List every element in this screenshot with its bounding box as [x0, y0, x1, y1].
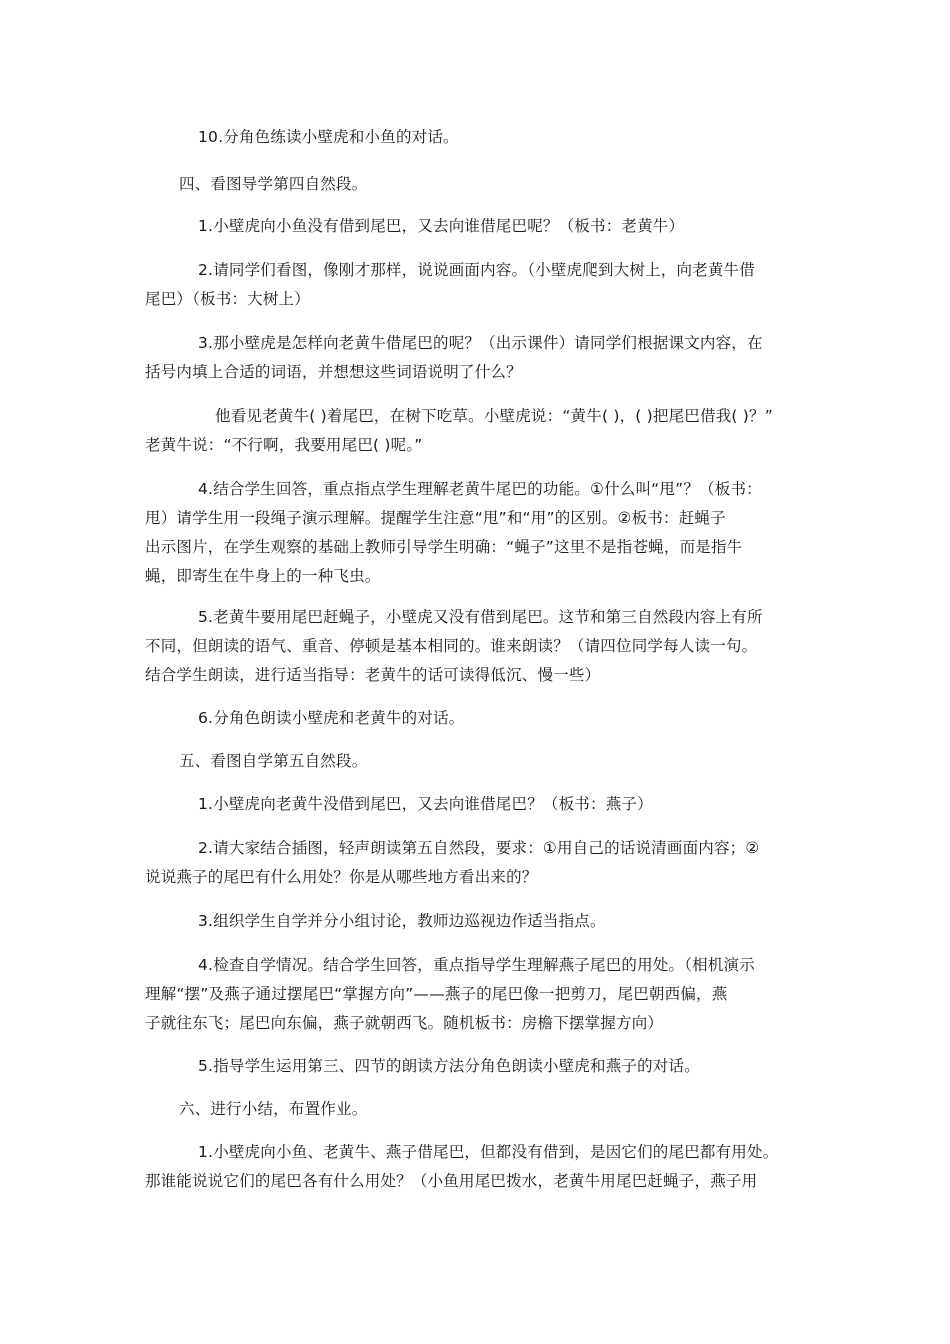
section-heading-five — [145, 747, 859, 776]
text-line: 3.那小壁虎是怎样向老黄牛借尾巴的呢？（出示课件）请同学们根据课文内容，在 — [198, 334, 763, 352]
text-line: 2.请大家结合插图，轻声朗读第五自然段，要求：①用自己的话说清画面内容；② — [198, 839, 760, 857]
text-line: 4.结合学生回答，重点指点学生理解老黄牛尾巴的功能。①什么叫“甩”？（板书： — [198, 480, 762, 498]
paragraph-5-1 — [145, 790, 878, 819]
text-line: 2.请同学们看图，像刚才那样，说说画面内容。（小壁虎爬到大树上，向老黄牛借 — [198, 261, 755, 279]
paragraph-5-5 — [145, 1052, 878, 1081]
text-line: 六、进行小结，布置作业。 — [179, 1100, 368, 1118]
paragraph-4-2 — [145, 256, 825, 314]
text-line: 五、看图自学第五自然段。 — [179, 752, 368, 770]
paragraph-6-1 — [145, 1138, 825, 1196]
paragraph-4-3 — [145, 329, 825, 387]
section-heading-six — [145, 1095, 859, 1124]
text-line: 理解“摆”及燕子通过摆尾巴“掌握方向”——燕子的尾巴像一把剪刀，尾巴朝西偏，燕 — [145, 985, 728, 1003]
text-line: 10.分角色练读小壁虎和小鱼的对话。 — [198, 128, 459, 146]
paragraph-4-5 — [145, 603, 825, 690]
text-line: 6.分角色朗读小壁虎和老黄牛的对话。 — [198, 709, 465, 727]
text-line: 出示图片，在学生观察的基础上教师引导学生明确：“蝇子”这里不是指苍蝇，而是指牛 — [145, 538, 743, 556]
text-line: 3.组织学生自学并分小组讨论，教师边巡视边作适当指点。 — [198, 912, 606, 930]
text-line: 子就往东飞；尾巴向东偏，燕子就朝西飞。随机板书：房檐下摆掌握方向） — [145, 1014, 664, 1032]
text-line: 括号内填上合适的词语，并想想这些词语说明了什么？ — [145, 363, 522, 381]
text-line: 1.小壁虎向老黄牛没借到尾巴，又去向谁借尾巴？（板书：燕子） — [198, 795, 653, 813]
paragraph-10-role-reading — [145, 123, 878, 152]
paragraph-4-4 — [145, 475, 825, 591]
text-line: 他看见老黄牛( )着尾巴，在树下吃草。小壁虎说：“黄牛( )，( )把尾巴借我( )？” — [215, 407, 773, 425]
text-line: 4.检查自学情况。结合学生回答，重点指导学生理解燕子尾巴的用处。（相机演示 — [198, 956, 755, 974]
text-line: 那谁能说说它们的尾巴各有什么用处？（小鱼用尾巴拨水，老黄牛用尾巴赶蝇子，燕子用 — [145, 1172, 758, 1190]
text-line: 5.老黄牛要用尾巴赶蝇子，小壁虎又没有借到尾巴。这节和第三自然段内容上有所 — [198, 608, 763, 626]
paragraph-5-2 — [145, 834, 825, 892]
text-line: 蝇，即寄生在牛身上的一种飞虫。 — [145, 567, 381, 585]
text-line: 结合学生朗读，进行适当指导：老黄牛的话可读得低沉、慢一些） — [145, 666, 601, 684]
text-line: 甩）请学生用一段绳子演示理解。提醒学生注意“甩”和“用”的区别。②板书：赶蝇子 — [145, 509, 726, 527]
fill-in-blank-passage — [145, 402, 825, 460]
text-line: 说说燕子的尾巴有什么用处？你是从哪些地方看出来的？ — [145, 868, 538, 886]
text-line: 1.小壁虎向小鱼没有借到尾巴，又去向谁借尾巴呢？（板书：老黄牛） — [198, 217, 685, 235]
text-line: 不同，但朗读的语气、重音、停顿是基本相同的。谁来朗读？（请四位同学每人读一句。 — [145, 637, 758, 655]
text-line: 四、看图导学第四自然段。 — [179, 175, 368, 193]
paragraph-4-6 — [145, 704, 878, 733]
paragraph-4-1 — [145, 212, 878, 241]
text-line: 尾巴）（板书：大树上） — [145, 290, 310, 308]
paragraph-5-3 — [145, 907, 878, 936]
text-line: 1.小壁虎向小鱼、老黄牛、燕子借尾巴，但都没有借到，是因它们的尾巴都有用处。 — [198, 1143, 779, 1161]
text-line: 5.指导学生运用第三、四节的朗读方法分角色朗读小壁虎和燕子的对话。 — [198, 1057, 700, 1075]
text-line: 老黄牛说：“不行啊，我要用尾巴( )呢。” — [145, 436, 423, 454]
section-heading-four — [145, 170, 859, 199]
paragraph-5-4 — [145, 951, 825, 1038]
